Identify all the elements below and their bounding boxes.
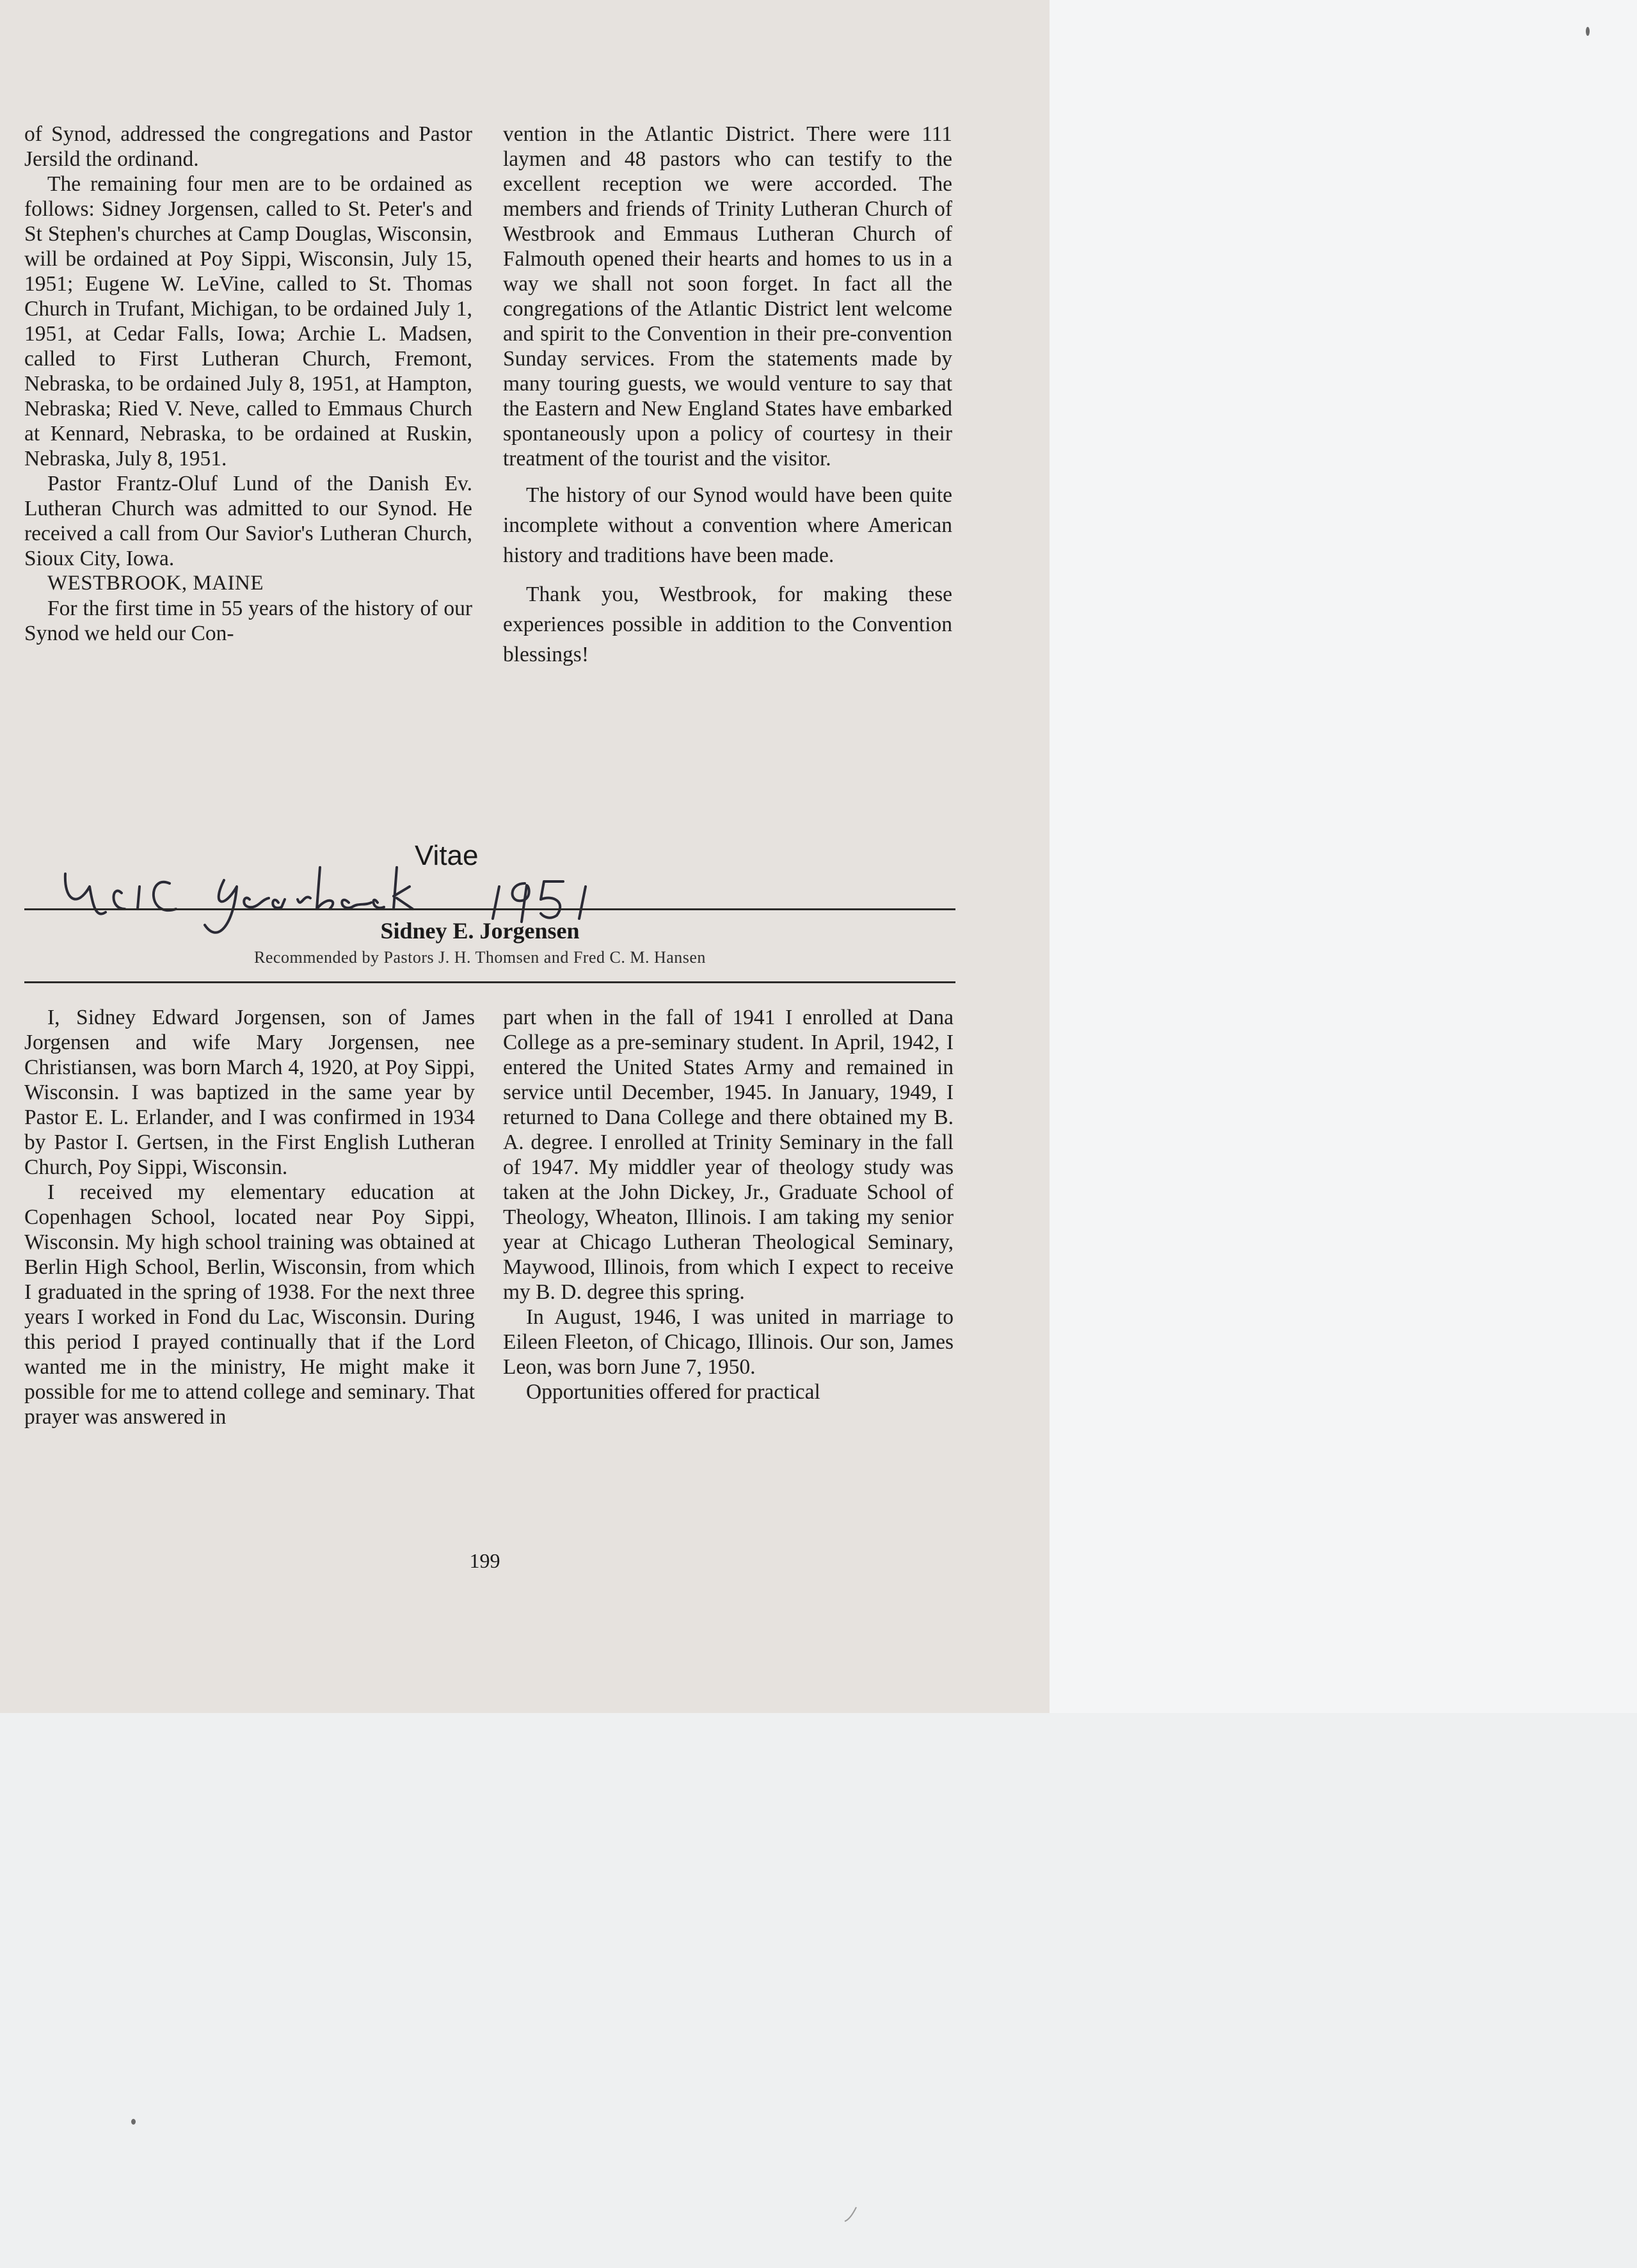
top-right-column — [503, 122, 952, 670]
scan-speck — [1586, 27, 1590, 36]
paragraph: In August, 1946, I was united in marriage to Eileen Fleeton, of Chicago, Illinois. Our son, James Leon, was born June 7, 1950. — [503, 1305, 954, 1379]
page-number: 199 — [469, 1549, 500, 1572]
scanner-background — [0, 1713, 1637, 2268]
paragraph: Thank you, Westbrook, for making these experiences possible in addition to the Convention blessings! — [503, 583, 952, 666]
pen-mark — [840, 2202, 865, 2228]
section-title: Vitae — [415, 840, 479, 871]
paragraph: of Synod, addressed the congregations and Pastor Jersild the ordinand. — [24, 122, 472, 171]
paragraph: The remaining four men are to be ordained as follows: Sidney Jorgensen, called to St. Peter's and St Stephen's churches at Camp Douglas, Wisconsin, will be ordained at Poy Sippi, Wisconsin, July 15, 1951; Eugene W. LeVine, called to St. Thomas Church in Trufant, Michigan, to be ordained July 1, 1951, at Cedar Falls, Iowa; Archie L. Madsen, called to First Lutheran Church, Fremont, Nebraska, to be ordained July 8, 1951, at Hampton, Nebraska; Ried V. Neve, called to Emmaus Church at Kennard, Nebraska, to be ordained at Ruskin, Nebraska, July 8, 1951. — [24, 172, 472, 470]
paragraph: part when in the fall of 1941 I enrolled at Dana College as a pre-seminary student. In April, 1942, I entered the United States Army and remained in service until December, 1945. In January, 1949, I returned to Dana College and there obtained my B. A. degree. I enrolled at Trinity Seminary in the fall of 1947. My middler year of theology study was taken at the John Dickey, Jr., Graduate School of Theology, Wheaton, Illinois. I am taking my senior year at Chicago Lutheran Theological Seminary, Maywood, Illinois, from which I expect to receive my B. D. degree this spring. — [503, 1006, 954, 1304]
recommended-by: Recommended by Pastors J. H. Thomsen and Fred C. M. Hansen — [254, 948, 706, 967]
divider — [24, 908, 955, 910]
bottom-left-column — [24, 1005, 475, 1429]
top-left-column — [24, 122, 472, 646]
scan-speck — [131, 2119, 136, 2125]
section-heading: WESTBROOK, MAINE — [47, 572, 264, 595]
paragraph: Opportunities offered for practical — [526, 1380, 820, 1404]
paragraph: The history of our Synod would have been quite incomplete without a convention where American history and traditions have been made. — [503, 483, 952, 567]
divider — [24, 981, 955, 983]
paragraph: I, Sidney Edward Jorgensen, son of James Jorgensen and wife Mary Jorgensen, nee Christiansen, was born March 4, 1920, at Poy Sippi, Wisconsin. I was baptized in the same year by Pastor E. L. Erlander, and I was confirmed in 1934 by Pastor I. Gertsen, in the First English Lutheran Church, Poy Sippi, Wisconsin. — [24, 1006, 475, 1179]
scanned-page — [0, 0, 1050, 1713]
paragraph: I received my elementary education at Copenhagen School, located near Poy Sippi, Wisconsin. My high school training was obtained at Berlin High School, Berlin, Wisconsin, from which I graduated in the spring of 1938. For the next three years I worked in Fond du Lac, Wisconsin. During this period I prayed continually that if the Lord wanted me in the ministry, He might make it possible for me to attend college and seminary. That prayer was answered in — [24, 1180, 475, 1429]
paragraph: vention in the Atlantic District. There were 111 laymen and 48 pastors who can testify to the excellent reception we were accorded. The members and friends of Trinity Lutheran Church of Westbrook and Emmaus Lutheran Church of Falmouth opened their hearts and homes to us in a way we shall not soon forget. In fact all the congregations of the Atlantic District lent welcome and spirit to the Convention in their pre-convention Sunday services. From the statements made by many touring guests, we would venture to say that the Eastern and New England States have embarked spontaneously upon a policy of courtesy in their treatment of the tourist and the visitor. — [503, 122, 952, 470]
paragraph: For the first time in 55 years of the history of our Synod we held our Con- — [24, 597, 472, 645]
vitae-name: Sidney E. Jorgensen — [380, 918, 580, 944]
paragraph: Pastor Frantz-Oluf Lund of the Danish Ev. Lutheran Church was admitted to our Synod. He received a call from Our Savior's Lutheran Church, Sioux City, Iowa. — [24, 472, 472, 570]
bottom-right-column — [503, 1005, 954, 1404]
